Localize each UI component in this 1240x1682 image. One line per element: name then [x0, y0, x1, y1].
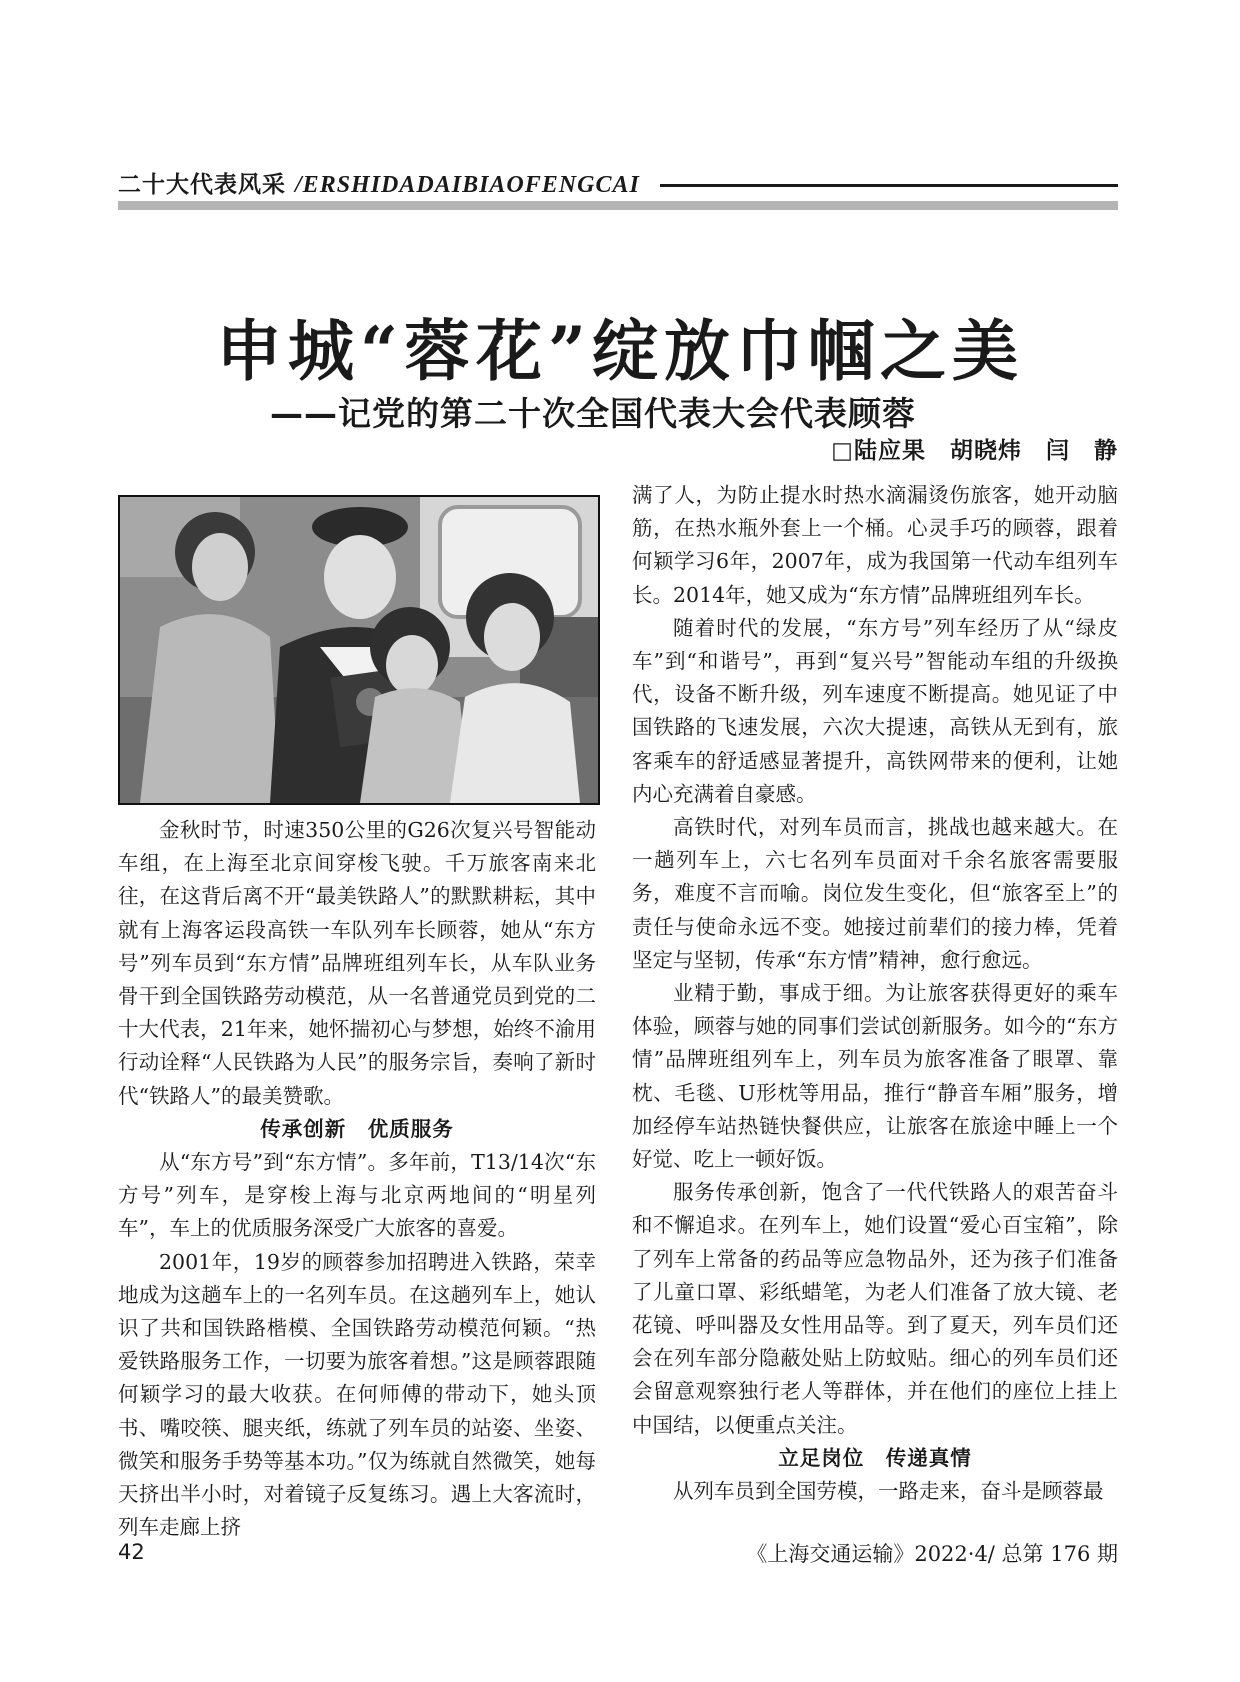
section-heading: 立足岗位 传递真情	[778, 1445, 972, 1470]
paragraph: 从“东方号”到“东方情”。多年前，T13/14次“东方号”列车，是穿梭上海与北京两地间的“明星列车”，车上的优质服务深受广大旅客的喜爱。	[118, 1150, 596, 1241]
paragraph: 业精于勤，事成于细。为让旅客获得更好的乘车体验，顾蓉与她的同事们尝试创新服务。如今的“东方情”品牌班组列车上，列车员为旅客准备了眼罩、靠枕、毛毯、U形枕等用品，推行“静音车厢”服务，增加经停车站热链快餐供应，让旅客在旅途中睡上一个好觉、吃上一顿好饭。	[632, 981, 1118, 1172]
page-number: 42	[118, 1540, 145, 1564]
section-divider-bar	[118, 201, 1118, 210]
paragraph: 高铁时代，对列车员而言，挑战也越来越大。在一趟列车上，六七名列车员面对千余名旅客需要服务，难度不言而喻。岗位发生变化，但“旅客至上”的责任与使命永远不变。她接过前辈们的接力棒，凭着坚定与坚韧，传承“东方情”精神，愈行愈远。	[632, 815, 1118, 972]
body-column-left	[118, 814, 596, 1544]
photo-illustration	[120, 497, 598, 803]
article-title: 申城“蓉花”绽放巾帼之美	[216, 312, 1024, 390]
section-label-latin: /ERSHIDADAIBIAOFENGCAI	[295, 172, 640, 198]
section-label	[118, 166, 640, 199]
paragraph: 从列车员到全国劳模，一路走来，奋斗是顾蓉最	[673, 1479, 1104, 1504]
paragraph: 2001年，19岁的顾蓉参加招聘进入铁路，荣幸地成为这趟车上的一名列车员。在这趟列车上，她认识了共和国铁路楷模、全国铁路劳动模范何颖。“热爱铁路服务工作，一切要为旅客着想。”这是顾蓉跟随何颖学习的最大收获。在何师傅的带动下，她头顶书、嘴咬筷、腿夹纸，练就了列车员的站姿、坐姿、微笑和服务手势等基本功。”仅为练就自然微笑，她每天挤出半小时，对着镜子反复练习。遇上大客流时，列车走廊上挤	[118, 1249, 596, 1540]
journal-info: 《上海交通运输》2022·4/ 总第 176 期	[746, 1542, 1118, 1566]
paragraph: 金秋时节，时速350公里的G26次复兴号智能动车组，在上海至北京间穿梭飞驶。千万旅客南来北往，在这背后离不开“最美铁路人”的默默耕耘，其中就有上海客运段高铁一车队列车长顾蓉，她从“东方号”列车员到“东方情”品牌班组列车长，从车队业务骨干到全国铁路劳动模范，从一名普通党员到党的二十大代表，21年来，她怀揣初心与梦想，始终不渝用行动诠释“人民铁路为人民”的服务宗旨，奏响了新时代“铁路人”的最美赞歌。	[118, 818, 596, 1108]
paragraph-continued: 满了人，为防止提水时热水滴漏烫伤旅客，她开动脑筋，在热水瓶外套上一个桶。心灵手巧的顾蓉，跟着何颖学习6年，2007年，成为我国第一代动车组列车长。2014年，她又成为“东方情”品牌班组列车长。	[632, 483, 1118, 607]
paragraph: 随着时代的发展，“东方号”列车经历了从“绿皮车”到“和谐号”，再到“复兴号”智能动车组的升级换代，设备不断升级，列车速度不断提高。她见证了中国铁路的飞速发展，六次大提速，高铁从无到有，旅客乘车的舒适感显著提升，高铁网带来的便利，让她内心充满着自豪感。	[632, 615, 1118, 806]
section-label-cn: 二十大代表风采	[118, 171, 286, 198]
paragraph: 服务传承创新，饱含了一代代铁路人的艰苦奋斗和不懈追求。在列车上，她们设置“爱心百宝箱”，除了列车上常备的药品等应急物品外，还为孩子们准备了儿童口罩、彩纸蜡笔，为老人们准备了放大镜、老花镜、呼叫器及女性用品等。到了夏天，列车员们还会在列车部分隐蔽处贴上防蚊贴。细心的列车员们还会留意观察独行老人等群体，并在他们的座位上挂上中国结，以便重点关注。	[632, 1180, 1118, 1437]
article-byline: □陆应果 胡晓炜 闫 静	[831, 438, 1118, 464]
body-column-right	[632, 479, 1118, 1508]
section-rule	[660, 184, 1118, 187]
section-heading: 传承创新 优质服务	[260, 1116, 454, 1141]
article-subtitle: ——记党的第二十次全国代表大会代表顾蓉	[270, 394, 916, 433]
article-photo	[118, 495, 600, 805]
